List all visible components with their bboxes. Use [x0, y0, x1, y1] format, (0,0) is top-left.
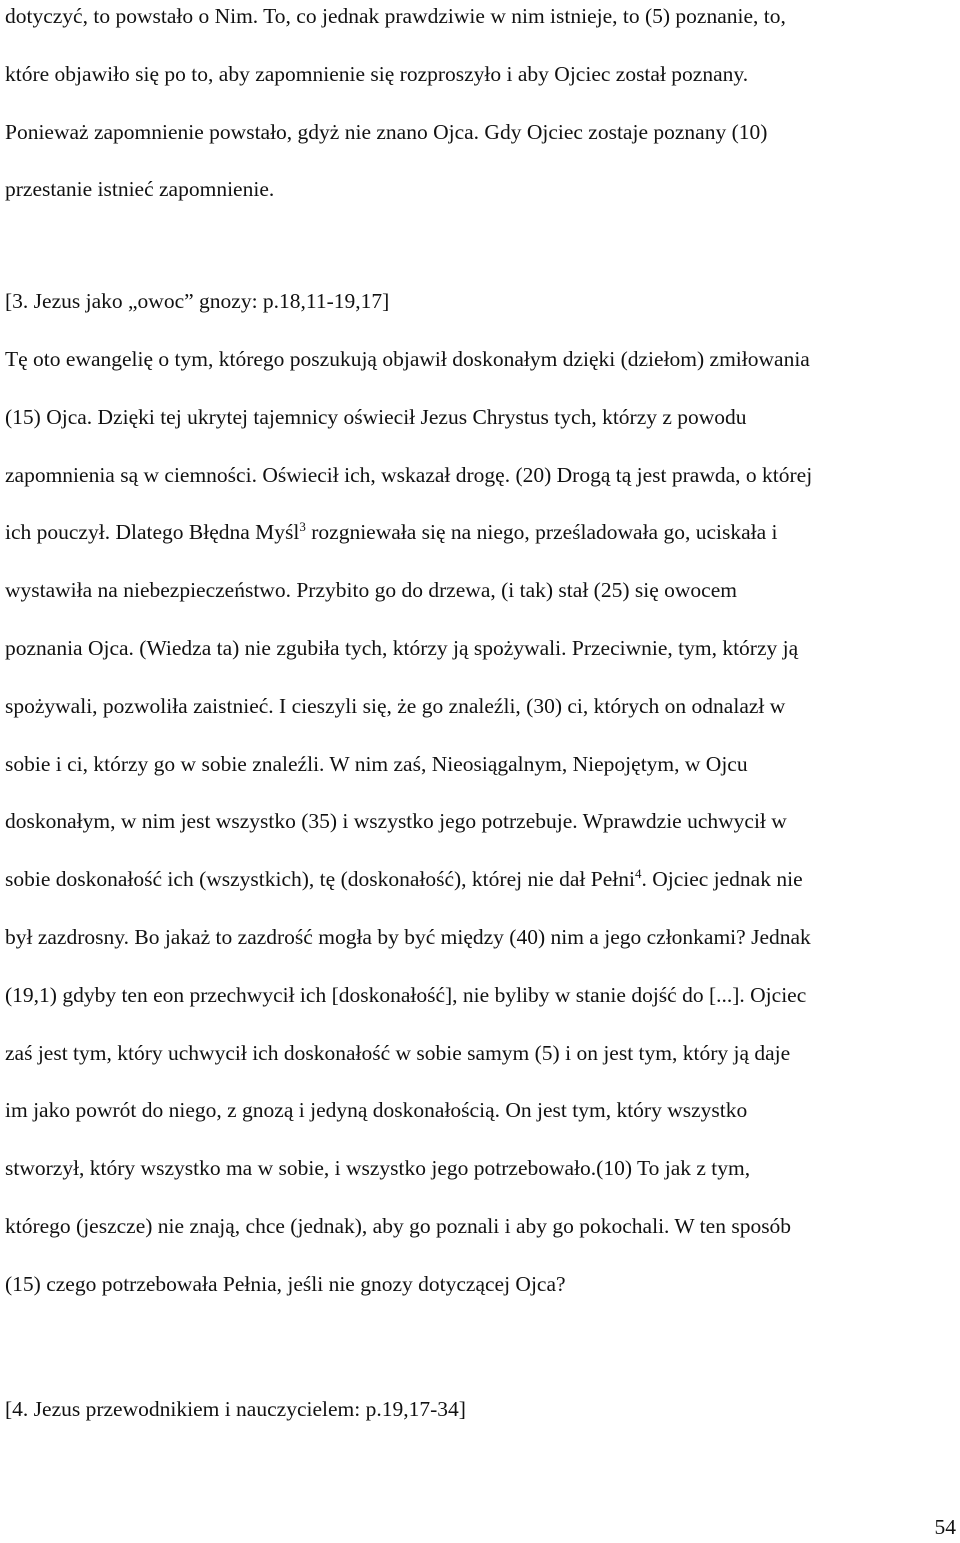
- text-line: doskonałym, w nim jest wszystko (35) i wszystko jego potrzebuje. Wprawdzie uchwycił w: [5, 809, 787, 834]
- intro-paragraph: [5, 0, 955, 219]
- footnote-marker: 3: [299, 519, 306, 535]
- text-line: Ponieważ zapomnienie powstało, gdyż nie znano Ojca. Gdy Ojciec zostaje poznany (10): [5, 119, 768, 144]
- section-3-paragraph: [5, 331, 955, 1314]
- text-line: [5, 851, 955, 909]
- text-line: zapomnienia są w ciemności. Oświecił ich, wskazał drogę. (20) Drogą tą jest prawda, o której: [5, 462, 813, 487]
- text-line: które objawiło się po to, aby zapomnienie się rozproszyło i aby Ojciec został poznany.: [5, 61, 749, 86]
- text-line: (19,1) gdyby ten eon przechwycił ich [doskonałość], nie byliby w stanie dojść do [...]. Ojciec: [5, 982, 807, 1007]
- text-line: stworzył, który wszystko ma w sobie, i wszystko jego potrzebowało.(10) To jak z tym,: [5, 1156, 751, 1181]
- page-number: 54: [934, 1515, 956, 1539]
- text-line: wystawiła na niebezpieczeństwo. Przybito go do drzewa, (i tak) stał (25) się owocem: [5, 578, 737, 603]
- text-line: spożywali, pozwoliła zaistnieć. I cieszyli się, że go znaleźli, (30) ci, których on odnalazł w: [5, 693, 786, 718]
- text-line: (15) Ojca. Dzięki tej ukrytej tajemnicy oświecił Jezus Chrystus tych, którzy z powodu: [5, 404, 747, 429]
- text-segment: . Ojciec jednak nie: [641, 867, 803, 892]
- text-line: dotyczyć, to powstało o Nim. To, co jednak prawdziwie w nim istnieje, to (5) poznanie, to,: [5, 4, 786, 28]
- text-line: (15) czego potrzebowała Pełnia, jeśli nie gnozy dotyczącej Ojca?: [5, 1271, 566, 1296]
- section-heading-3: [3. Jezus jako „owoc” gnozy: p.18,11-19,17]: [5, 289, 390, 313]
- section-heading-4: [4. Jezus przewodnikiem i nauczycielem: p.19,17-34]: [5, 1397, 466, 1421]
- text-line: poznania Ojca. (Wiedza ta) nie zgubiła tych, którzy ją spożywali. Przeciwnie, tym, którzy ją: [5, 635, 799, 660]
- text-line: którego (jeszcze) nie znają, chce (jednak), aby go poznali i aby go pokochali. W ten sposób: [5, 1213, 792, 1238]
- text-segment: sobie doskonałość ich (wszystkich), tę (doskonałość), której nie dał Pełni: [5, 867, 635, 892]
- text-line: był zazdrosny. Bo jakaż to zazdrość mogła by być między (40) nim a jego członkami? Jednak: [5, 924, 811, 949]
- text-segment: rozgniewała się na niego, prześladowała go, uciskała i: [305, 520, 778, 545]
- text-line: zaś jest tym, który uchwycił ich doskonałość w sobie samym (5) i on jest tym, który ją daje: [5, 1040, 791, 1065]
- text-line: [5, 504, 955, 562]
- text-line: sobie i ci, którzy go w sobie znaleźli. W nim zaś, Nieosiągalnym, Niepojętym, w Ojcu: [5, 751, 748, 776]
- footnote-marker: 4: [634, 866, 642, 882]
- text-segment: ich pouczył. Dlatego Błędna Myśl: [5, 520, 300, 545]
- text-line: im jako powrót do niego, z gnozą i jedyną doskonałością. On jest tym, który wszystko: [5, 1098, 748, 1123]
- text-line: przestanie istnieć zapomnienie.: [5, 177, 275, 202]
- text-line: Tę oto ewangelię o tym, którego poszukują objawił doskonałym dzięki (dziełom) zmiłowania: [5, 347, 810, 371]
